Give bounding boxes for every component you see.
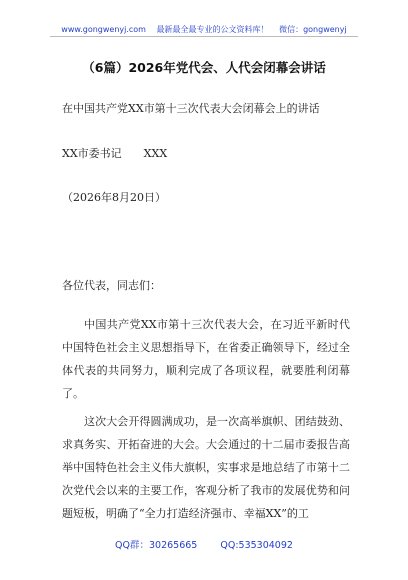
document-subtitle: 在中国共产党XX市第十三次代表大会闭幕会上的讲话 <box>62 102 320 115</box>
page-header <box>0 24 408 35</box>
body-paragraph: 中国共产党XX市第十三次代表大会，在习近平新时代中国特色社会主义思想指导下，在省委正确领导下，经过全体代表的共同努力，顺利完成了各项议程，就要胜利闭幕了。 <box>62 318 350 400</box>
document-title: （6篇）2026年党代会、人代会闭幕会讲话 <box>82 60 326 75</box>
qq-group: QQ群：30265665 <box>115 540 198 551</box>
greeting: 各位代表，同志们： <box>62 279 161 292</box>
site-url[interactable]: www.gongwenyj.com <box>61 25 146 34</box>
wechat-id: 微信：gongwenyj <box>279 25 347 34</box>
speech-date: （2026年8月20日） <box>62 191 166 204</box>
site-slogan: 最新最全最专业的公文资料库！ <box>156 25 269 34</box>
qq-number: QQ:535304092 <box>220 540 293 551</box>
page-footer <box>0 537 408 551</box>
header-divider <box>50 36 358 37</box>
speaker-line: XX市委书记 XXX <box>62 147 168 160</box>
body-paragraph: 这次大会开得圆满成功，是一次高举旗帜、团结鼓劲、求真务实、开拓奋进的大会。大会通过的十二届市委报告高举中国特色社会主义伟大旗帜，实事求是地总结了市第十二次党代会以来的主要工作，客观分析了我市的发展优势和问题短板，明确了“全力打造经济强市、幸福XX”的工 <box>62 415 350 520</box>
